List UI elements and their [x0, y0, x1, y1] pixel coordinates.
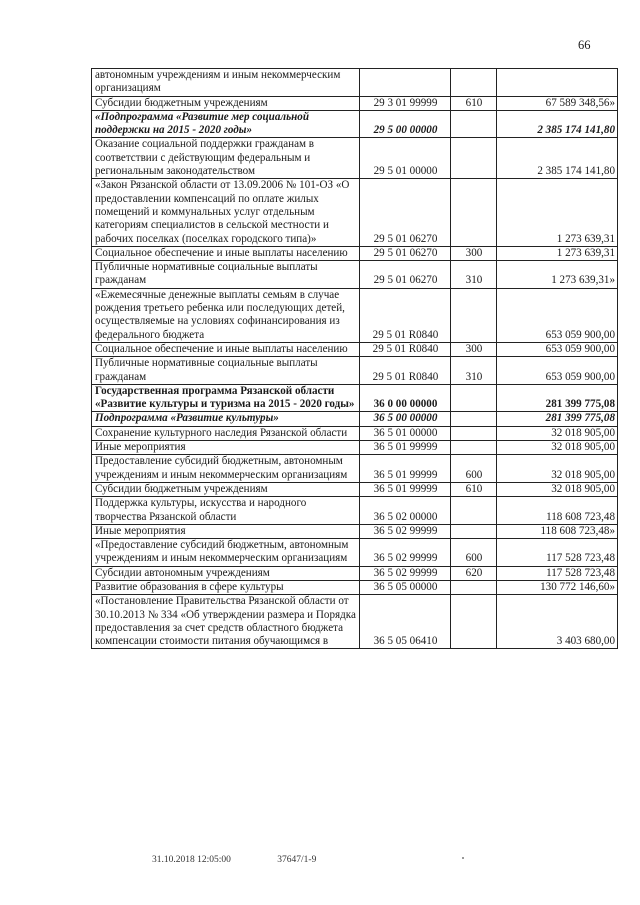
table-row: [92, 412, 618, 426]
table-row: [92, 342, 618, 356]
row-sum-cell: 2 385 174 141,80: [497, 110, 618, 138]
row-name-cell: Предоставление субсидий бюджетным, автономным учреждениям и иным некоммерческим организациям: [92, 455, 360, 483]
row-sum-cell: 32 018 905,00: [497, 455, 618, 483]
document-footer: [152, 855, 316, 865]
row-code-cell: 29 5 01 06270: [360, 261, 451, 289]
row-type-cell: [451, 288, 497, 342]
table-row: [92, 539, 618, 567]
row-sum-cell: 32 018 905,00: [497, 482, 618, 496]
row-type-cell: 300: [451, 342, 497, 356]
row-name-cell: Иные мероприятия: [92, 441, 360, 455]
row-code-cell: [360, 69, 451, 97]
row-sum-cell: 1 273 639,31: [497, 179, 618, 246]
page-number: 66: [578, 38, 591, 52]
row-type-cell: 600: [451, 539, 497, 567]
row-code-cell: 36 5 01 99999: [360, 441, 451, 455]
row-code-cell: 36 5 05 00000: [360, 580, 451, 594]
row-name-cell: Оказание социальной поддержки гражданам в соответствии с действующим федеральным и региональным законодательством: [92, 138, 360, 179]
row-type-cell: [451, 524, 497, 538]
row-type-cell: [451, 441, 497, 455]
table-row: [92, 524, 618, 538]
row-name-cell: Подпрограмма «Развитие культуры»: [92, 412, 360, 426]
row-code-cell: 29 5 01 R0840: [360, 288, 451, 342]
row-name-cell: Социальное обеспечение и иные выплаты населению: [92, 246, 360, 260]
row-sum-cell: 117 528 723,48: [497, 566, 618, 580]
row-type-cell: 620: [451, 566, 497, 580]
row-code-cell: 29 5 01 06270: [360, 246, 451, 260]
row-code-cell: 36 0 00 00000: [360, 384, 451, 412]
row-sum-cell: 653 059 900,00: [497, 288, 618, 342]
table-row: [92, 497, 618, 525]
row-name-cell: Развитие образования в сфере культуры: [92, 580, 360, 594]
row-sum-cell: 1 273 639,31: [497, 246, 618, 260]
row-name-cell: «Предоставление субсидий бюджетным, автономным учреждениям и иным некоммерческим организациям: [92, 539, 360, 567]
footer-timestamp: 31.10.2018 12:05:00: [152, 855, 231, 865]
row-type-cell: [451, 412, 497, 426]
row-code-cell: 29 5 01 06270: [360, 179, 451, 246]
row-sum-cell: 281 399 775,08: [497, 412, 618, 426]
row-code-cell: 36 5 01 99999: [360, 455, 451, 483]
table-row: [92, 96, 618, 110]
table-row: [92, 426, 618, 440]
row-sum-cell: 118 608 723,48: [497, 497, 618, 525]
row-sum-cell: 32 018 905,00: [497, 426, 618, 440]
row-name-cell: Государственная программа Рязанской области «Развитие культуры и туризма на 2015 - 2020 годы»: [92, 384, 360, 412]
row-type-cell: [451, 69, 497, 97]
row-name-cell: Субсидии бюджетным учреждениям: [92, 482, 360, 496]
table-row: [92, 246, 618, 260]
footer-doc-number: 37647/1-9: [277, 855, 317, 865]
row-name-cell: «Подпрограмма «Развитие мер социальной поддержки на 2015 - 2020 годы»: [92, 110, 360, 138]
row-sum-cell: 2 385 174 141,80: [497, 138, 618, 179]
table-row: [92, 261, 618, 289]
row-type-cell: [451, 497, 497, 525]
row-code-cell: 36 5 02 99999: [360, 524, 451, 538]
row-name-cell: Публичные нормативные социальные выплаты гражданам: [92, 261, 360, 289]
budget-table: [91, 68, 618, 649]
row-name-cell: Сохранение культурного наследия Рязанской области: [92, 426, 360, 440]
row-code-cell: 29 5 01 00000: [360, 138, 451, 179]
row-code-cell: 29 5 01 R0840: [360, 342, 451, 356]
row-sum-cell: 130 772 146,60»: [497, 580, 618, 594]
row-code-cell: 36 5 01 00000: [360, 426, 451, 440]
table-row: [92, 595, 618, 649]
row-code-cell: 36 5 02 99999: [360, 566, 451, 580]
row-sum-cell: 117 528 723,48: [497, 539, 618, 567]
row-type-cell: [451, 138, 497, 179]
row-sum-cell: 32 018 905,00: [497, 441, 618, 455]
scan-mark: [462, 857, 464, 859]
row-code-cell: 36 5 02 00000: [360, 497, 451, 525]
table-row: [92, 69, 618, 97]
row-sum-cell: 281 399 775,08: [497, 384, 618, 412]
row-sum-cell: 118 608 723,48»: [497, 524, 618, 538]
table-row: [92, 566, 618, 580]
table-row: [92, 179, 618, 246]
row-name-cell: Публичные нормативные социальные выплаты гражданам: [92, 357, 360, 385]
table-row: [92, 384, 618, 412]
row-sum-cell: 653 059 900,00: [497, 342, 618, 356]
row-name-cell: Субсидии автономным учреждениям: [92, 566, 360, 580]
table-row: [92, 288, 618, 342]
row-name-cell: Субсидии бюджетным учреждениям: [92, 96, 360, 110]
row-type-cell: 300: [451, 246, 497, 260]
row-type-cell: 310: [451, 357, 497, 385]
row-name-cell: Поддержка культуры, искусства и народного творчества Рязанской области: [92, 497, 360, 525]
row-sum-cell: 1 273 639,31»: [497, 261, 618, 289]
row-type-cell: [451, 595, 497, 649]
row-code-cell: 36 5 02 99999: [360, 539, 451, 567]
table-row: [92, 138, 618, 179]
row-type-cell: 310: [451, 261, 497, 289]
row-code-cell: 36 5 00 00000: [360, 412, 451, 426]
row-type-cell: 600: [451, 455, 497, 483]
row-type-cell: [451, 384, 497, 412]
row-name-cell: автономным учреждениям и иным некоммерческим организациям: [92, 69, 360, 97]
row-code-cell: 29 3 01 99999: [360, 96, 451, 110]
row-sum-cell: [497, 69, 618, 97]
budget-table-body: [92, 69, 618, 649]
row-code-cell: 29 5 00 00000: [360, 110, 451, 138]
table-row: [92, 357, 618, 385]
row-code-cell: 36 5 05 06410: [360, 595, 451, 649]
row-code-cell: 29 5 01 R0840: [360, 357, 451, 385]
row-name-cell: Социальное обеспечение и иные выплаты населению: [92, 342, 360, 356]
table-row: [92, 110, 618, 138]
row-sum-cell: 3 403 680,00: [497, 595, 618, 649]
row-name-cell: «Закон Рязанской области от 13.09.2006 № 101-ОЗ «О предоставлении компенсаций по оплате жилых помещений и коммунальных услуг отдельным категориям специалистов в сельской местности и рабочих поселках (поселках городского типа)»: [92, 179, 360, 246]
table-row: [92, 580, 618, 594]
row-sum-cell: 67 589 348,56»: [497, 96, 618, 110]
row-sum-cell: 653 059 900,00: [497, 357, 618, 385]
row-name-cell: Иные мероприятия: [92, 524, 360, 538]
row-type-cell: 610: [451, 96, 497, 110]
table-row: [92, 482, 618, 496]
row-type-cell: [451, 179, 497, 246]
row-type-cell: 610: [451, 482, 497, 496]
row-type-cell: [451, 580, 497, 594]
table-row: [92, 455, 618, 483]
row-name-cell: «Постановление Правительства Рязанской области от 30.10.2013 № 334 «Об утверждении размера и Порядка предоставления за счет средств областного бюджета компенсации стоимости питания обучающимся в: [92, 595, 360, 649]
row-code-cell: 36 5 01 99999: [360, 482, 451, 496]
table-row: [92, 441, 618, 455]
row-type-cell: [451, 426, 497, 440]
row-type-cell: [451, 110, 497, 138]
row-name-cell: «Ежемесячные денежные выплаты семьям в случае рождения третьего ребенка или последующих детей, осуществляемые на условиях софинансирования из федерального бюджета: [92, 288, 360, 342]
